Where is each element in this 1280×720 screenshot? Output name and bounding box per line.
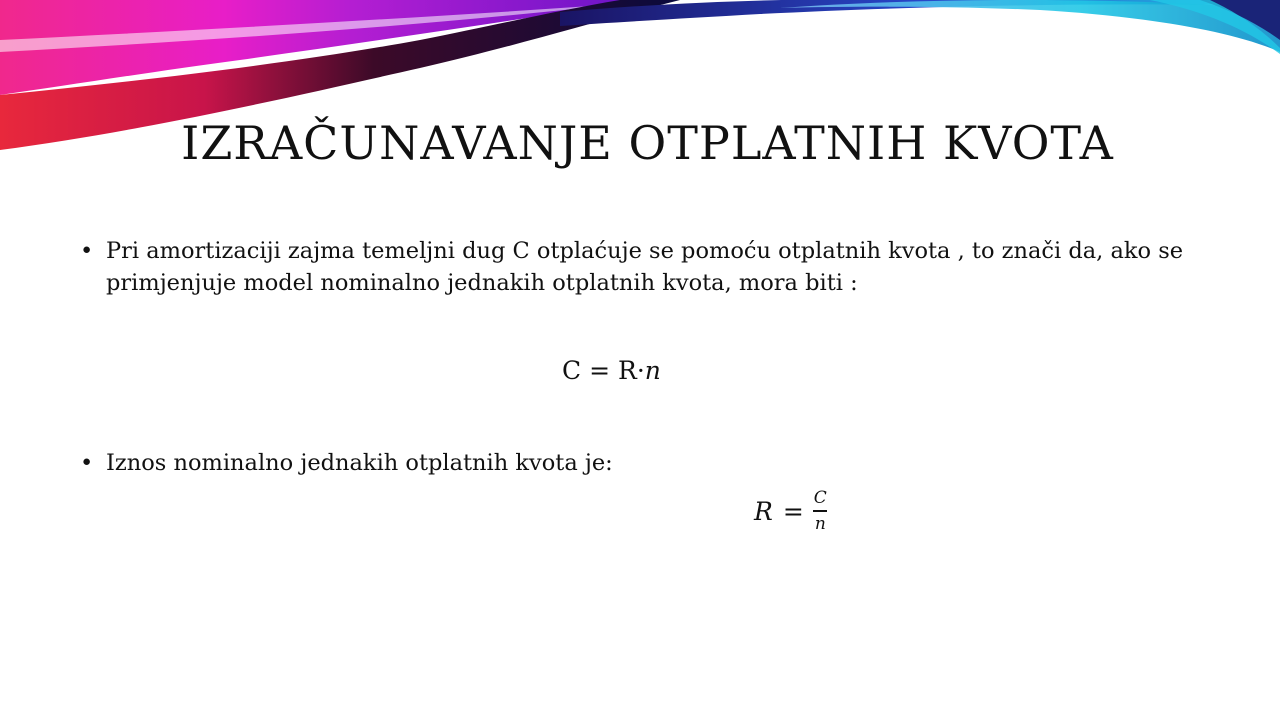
formula-c-equals-r-times-n: [562, 356, 661, 385]
formula-equals: =: [589, 356, 611, 385]
formula-r: R: [754, 496, 773, 526]
page-title: IZRAČUNAVANJE OTPLATNIH KVOTA: [181, 116, 1114, 170]
bullet-icon: •: [80, 450, 94, 476]
fraction: [812, 488, 829, 534]
formula-r-equals-c-over-n: [754, 488, 829, 534]
formula-n: n: [644, 356, 661, 385]
fraction-denominator: n: [814, 514, 826, 534]
formula-r: R: [618, 356, 637, 385]
bullet-item-quota-amount: [80, 447, 1200, 479]
formula-dot: ·: [636, 356, 645, 385]
formula-c: C: [562, 356, 582, 385]
fraction-bar: [813, 510, 827, 512]
bullet-icon: •: [80, 238, 94, 264]
bullet-text: Pri amortizaciji zajma temeljni dug C otplaćuje se pomoću otplatnih kvota , to znači da, ako se primjenjuje model nominalno jednakih otplatnih kvota, mora biti :: [106, 238, 1184, 296]
bullet-item-amortization: [80, 235, 1200, 299]
fraction-numerator: C: [813, 488, 827, 508]
bullet-text: Iznos nominalno jednakih otplatnih kvota je:: [106, 450, 613, 476]
formula-equals: =: [782, 496, 804, 526]
